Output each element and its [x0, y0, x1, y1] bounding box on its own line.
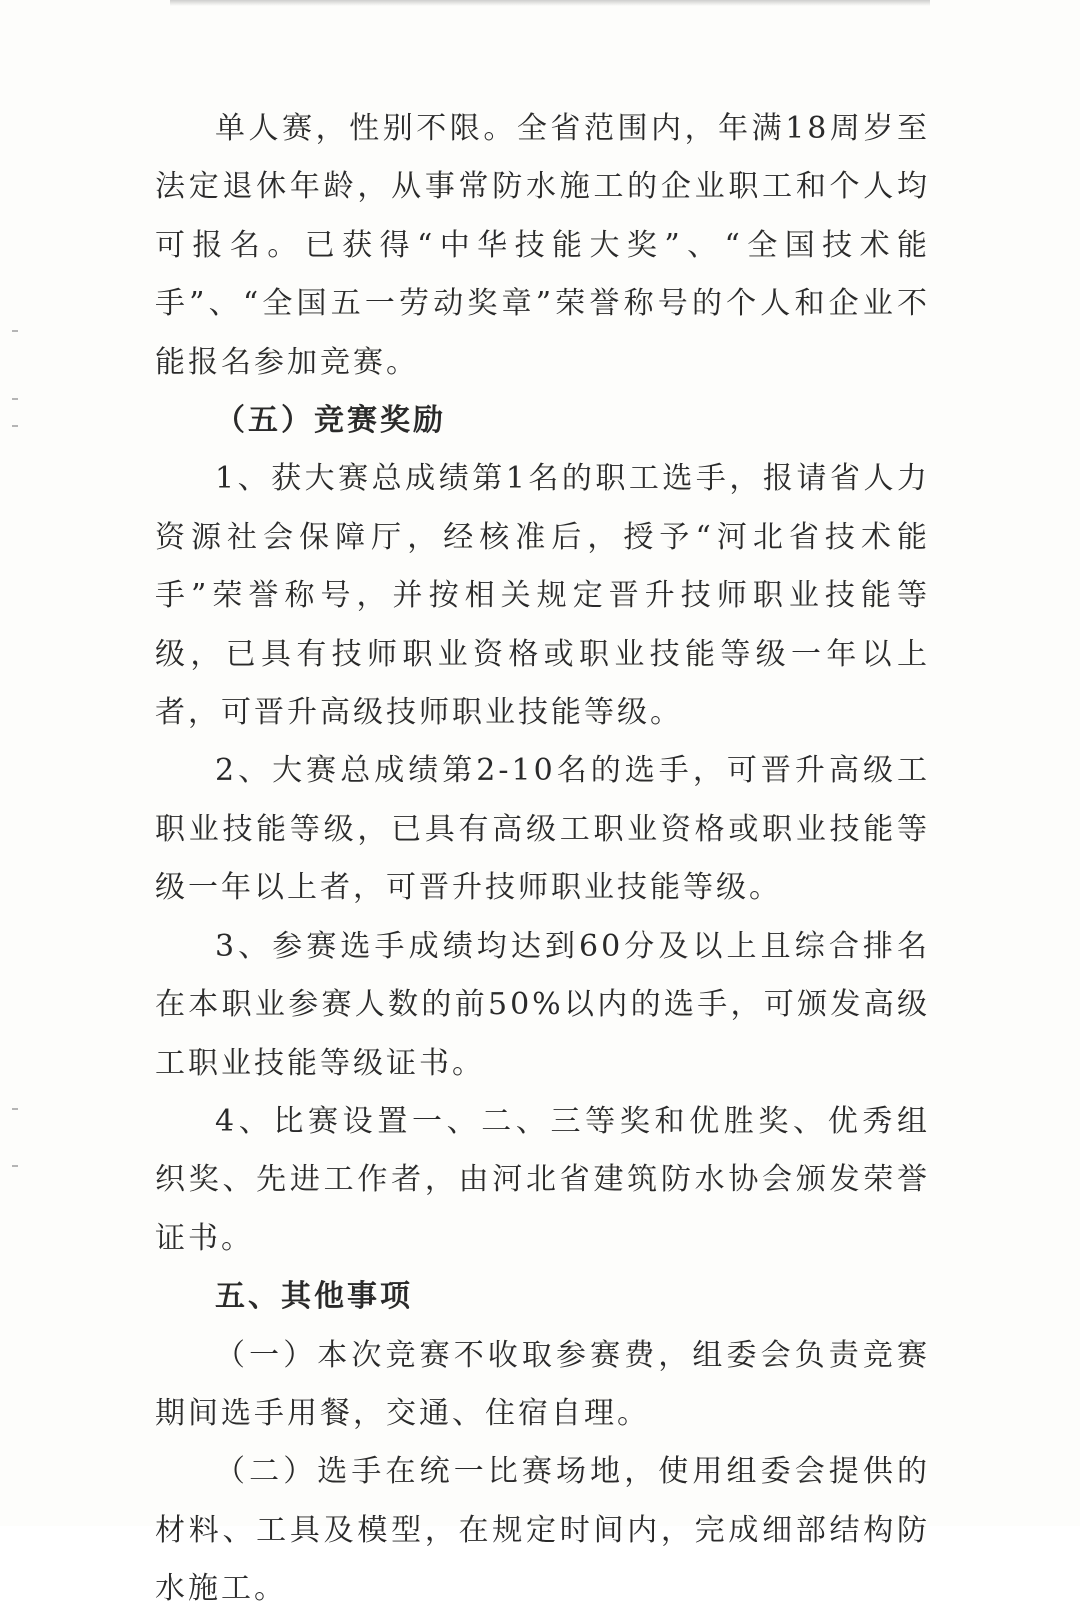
heading-other-matters: 五、其他事项 [215, 1279, 413, 1315]
scan-top-edge [170, 0, 930, 6]
paragraph-award-2: 2、大赛总成绩第2-10名的选手，可晋升高级工职业技能等级，已具有高级工职业资格或职业技能等级一年以上者，可晋升技师职业技能等级。 [155, 753, 930, 906]
paragraph-other-2: （二）选手在统一比赛场地，使用组委会提供的材料、工具及模型，在规定时间内，完成细部结构防水施工。 [155, 1454, 930, 1607]
paragraph-eligibility-cont: 单人赛，性别不限。全省范围内，年满18周岁至法定退休年龄，从事常防水施工的企业职工和个人均可报名。已获得“中华技能大奖”、“全国技术能手”、“全国五一劳动奖章”荣誉称号的个人和企业不能报名参加竞赛。 [155, 111, 930, 380]
paragraph-award-4: 4、比赛设置一、二、三等奖和优胜奖、优秀组织奖、先进工作者，由河北省建筑防水协会颁发荣誉证书。 [155, 1103, 930, 1256]
scan-artifact [12, 1108, 18, 1110]
scan-artifact [12, 1165, 18, 1167]
paragraph-other-1: （一）本次竞赛不收取参赛费，组委会负责竞赛期间选手用餐，交通、住宿自理。 [155, 1337, 930, 1431]
paragraph-award-1: 1、获大赛总成绩第1名的职工选手，报请省人力资源社会保障厅，经核准后，授予“河北省技术能手”荣誉称号，并按相关规定晋升技师职业技能等级，已具有技师职业资格或职业技能等级一年以上者，可晋升高级技师职业技能等级。 [155, 461, 930, 731]
scan-artifact [12, 398, 18, 400]
scan-artifact [12, 330, 18, 332]
document-body [155, 100, 930, 1619]
paragraph-award-3: 3、参赛选手成绩均达到60分及以上且综合排名在本职业参赛人数的前50%以内的选手，可颁发高级工职业技能等级证书。 [155, 928, 930, 1081]
heading-competition-awards: （五）竞赛奖励 [215, 403, 446, 439]
scan-artifact [12, 425, 18, 427]
